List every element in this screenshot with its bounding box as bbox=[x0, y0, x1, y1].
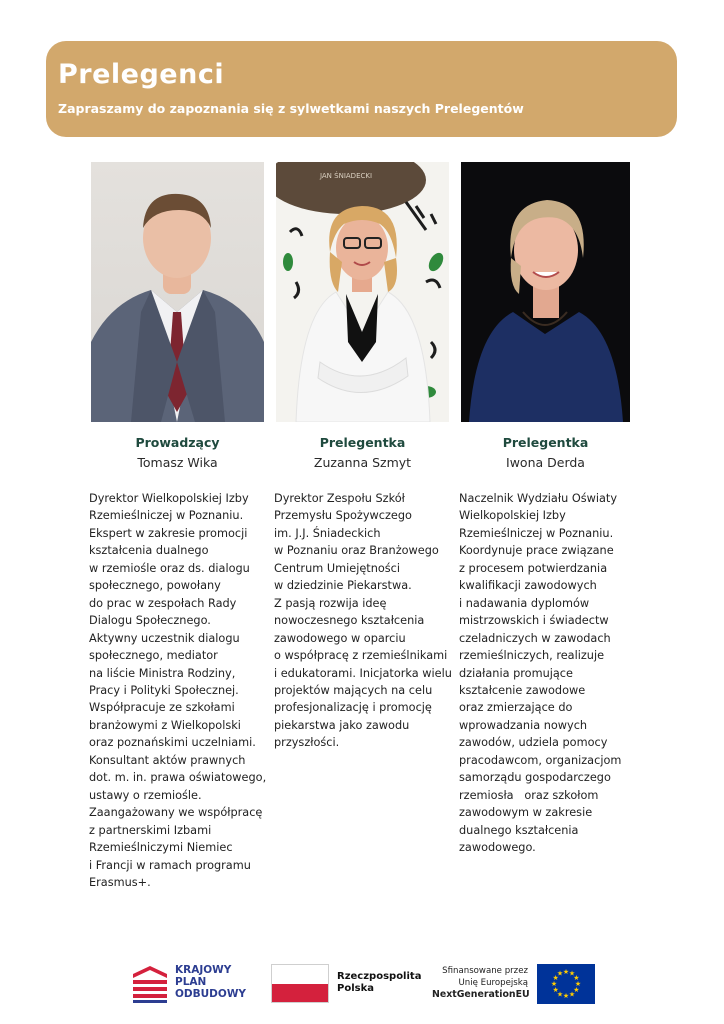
page-subtitle: Zapraszamy do zapoznania się z sylwetkami naszych Prelegentów bbox=[58, 101, 524, 116]
svg-text:★: ★ bbox=[573, 986, 580, 994]
eu-flag-icon bbox=[537, 964, 595, 1004]
eu-funding-label: Sfinansowane przez Unię Europejską NextGenerationEU bbox=[432, 966, 530, 1000]
speaker-bio: Naczelnik Wydziału Oświaty Wielkopolskiej Izby Rzemieślniczej w Poznaniu. Koordynuje prace związane z procesem potwierdzania kwalifikacji zawodowych i nadawania dyplomów mistrzowskich i świadectw czeladniczych w zawodach rzemieślniczych, realizuje działania promujące kształcenie zawodowe oraz zmierzające do wprowadzania nowych zawodów, udziela pomocy pracodawcom, organizacjom samorządu gospodarczego rzemiosła oraz szkołom zawodowym w zakresie dualnego kształcenia zawodowego. bbox=[459, 492, 622, 855]
svg-text:★: ★ bbox=[562, 968, 570, 976]
svg-text:★: ★ bbox=[552, 974, 559, 982]
svg-text:★: ★ bbox=[568, 969, 576, 978]
speaker-photo-iwona-derda bbox=[461, 162, 630, 422]
kpo-logo-icon bbox=[131, 964, 169, 1004]
svg-text:★: ★ bbox=[568, 990, 576, 999]
photo-caption: JAN ŚNIADECKI bbox=[319, 172, 373, 180]
svg-text:★: ★ bbox=[573, 974, 580, 982]
speaker-role: Prowadzący bbox=[135, 435, 220, 450]
speaker-bio: Dyrektor Wielkopolskiej Izby Rzemieślniczej w Poznaniu. Ekspert w zakresie promocji kształcenia dualnego w rzemiośle oraz ds. dialogu społecznego, powołany do prac w zespołach Rady Dialogu Społecznego. Aktywny uczestnik dialogu społecznego, mediator na liście Ministra Rodziny, Pracy i Polityki Społecznej. Współpracuje ze szkołami branżowymi z Wielkopolski oraz poznańskimi uczelniami. Konsultant aktów prawnych dot. m. in. prawa oświatowego, ustawy o rzemiośle. Zaangażowany we współpracę z partnerskimi Izbami Rzemieślniczymi Niemiec i Francji w ramach programu Erasmus+. bbox=[89, 492, 267, 889]
svg-text:★: ★ bbox=[556, 969, 564, 978]
funding-logos bbox=[0, 960, 724, 1010]
speaker-bio: Dyrektor Zespołu Szkół Przemysłu Spożywczego im. J.J. Śniadeckich w Poznaniu oraz Branżowego Centrum Umiejętności w dziedzinie Piekarstwa. Z pasją rozwija ideę nowoczesnego kształcenia zawodowego w oparciu o współpracę z rzemieślnikami i edukatorami. Inicjatorka wielu projektów mających na celu profesjonalizację i promocję piekarstwa jako zawodu przyszłości. bbox=[274, 492, 452, 750]
svg-text:★: ★ bbox=[550, 980, 558, 988]
speaker-role: Prelegentka bbox=[319, 435, 406, 450]
svg-text:★: ★ bbox=[562, 992, 570, 1000]
speaker-photo-tomasz-wika bbox=[91, 162, 264, 422]
speaker-name: Tomasz Wika bbox=[137, 455, 218, 470]
polish-flag-icon bbox=[271, 964, 329, 1003]
page-title: Prelegenci bbox=[58, 59, 225, 90]
speaker-photo-zuzanna-szmyt bbox=[276, 162, 449, 422]
svg-text:★: ★ bbox=[574, 980, 582, 988]
speaker-name: Zuzanna Szmyt bbox=[313, 455, 412, 470]
header-banner bbox=[46, 41, 677, 137]
speaker-name: Iwona Derda bbox=[506, 455, 585, 470]
svg-text:★: ★ bbox=[552, 986, 559, 994]
speaker-role: Prelegentka bbox=[502, 435, 589, 450]
svg-text:★: ★ bbox=[556, 990, 564, 999]
kpo-label: KRAJOWY PLAN ODBUDOWY bbox=[175, 964, 246, 1000]
rp-label: Rzeczpospolita Polska bbox=[337, 971, 422, 994]
